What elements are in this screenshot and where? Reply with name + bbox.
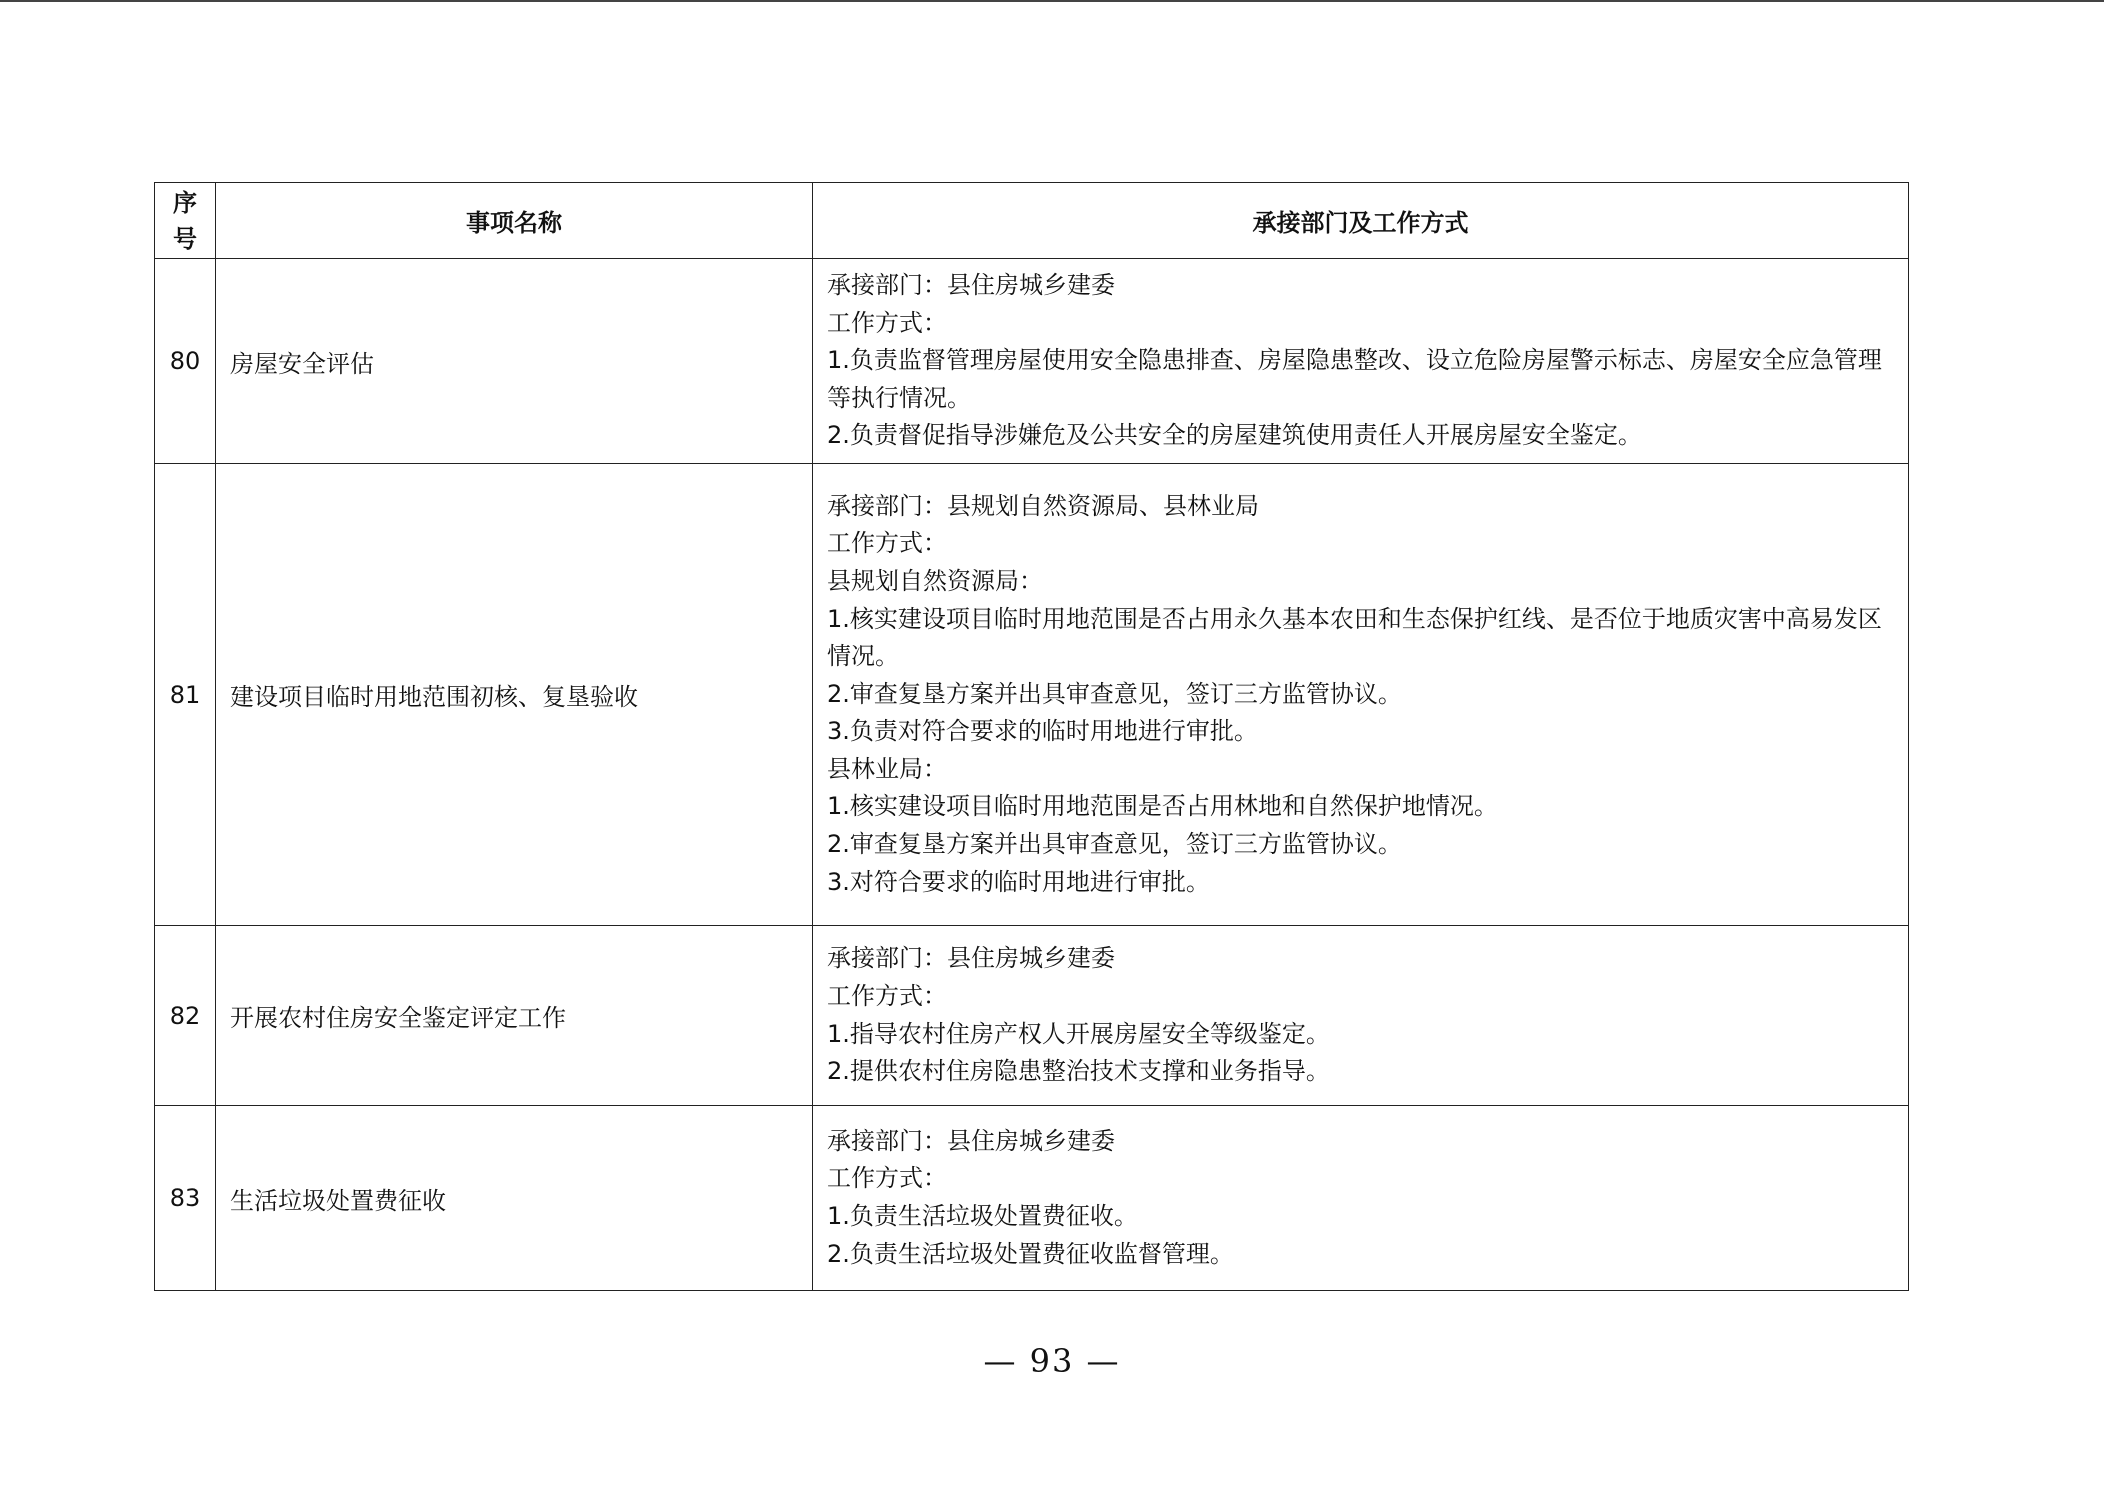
- matters-table: [154, 182, 1909, 1291]
- page-number: — 93 —: [983, 1342, 1121, 1380]
- row-number: 80: [155, 259, 216, 464]
- table-header-row: [155, 183, 1909, 259]
- method-line: 县规划自然资源局：: [827, 566, 1043, 595]
- method-line: 2.负责生活垃圾处置费征收监督管理。: [827, 1239, 1234, 1268]
- method-line: 1.负责生活垃圾处置费征收。: [827, 1202, 1138, 1230]
- header-item-name: 事项名称: [216, 183, 813, 259]
- method-line: 1.负责监督管理房屋使用安全隐患排查、房屋隐患整改、设立危险房屋警示标志、房屋安全应急管理等执行情况。: [827, 346, 1882, 412]
- method-line: 2.审查复垦方案并出具审查意见，签订三方监管协议。: [827, 830, 1402, 859]
- header-serial-line-1: 序: [173, 188, 197, 217]
- row-department-method: [813, 1106, 1909, 1291]
- row-item-name: 建设项目临时用地范围初核、复垦验收: [216, 464, 813, 926]
- row-department-method: [813, 464, 1909, 926]
- table-row: [155, 464, 1909, 926]
- method-line: 承接部门：县住房城乡建委: [827, 944, 1115, 973]
- method-line: 1.核实建设项目临时用地范围是否占用永久基本农田和生态保护红线、是否位于地质灾害中高易发区情况。: [827, 604, 1882, 671]
- row-number: 82: [155, 926, 216, 1106]
- row-department-method: [813, 926, 1909, 1106]
- method-line: 工作方式：: [827, 529, 947, 558]
- table-row: [155, 926, 1909, 1106]
- row-number: 81: [155, 464, 216, 926]
- row-item-name: 房屋安全评估: [216, 259, 813, 464]
- method-line: 工作方式：: [827, 1164, 947, 1193]
- method-line: 工作方式：: [827, 981, 947, 1010]
- method-line: 2.提供农村住房隐患整治技术支撑和业务指导。: [827, 1057, 1330, 1086]
- header-department-and-method: 承接部门及工作方式: [813, 183, 1909, 259]
- table-row: [155, 259, 1909, 464]
- row-department-method: [813, 259, 1909, 464]
- row-item-name: 生活垃圾处置费征收: [216, 1106, 813, 1291]
- method-line: 1.指导农村住房产权人开展房屋安全等级鉴定。: [827, 1019, 1330, 1048]
- method-line: 2.负责督促指导涉嫌危及公共安全的房屋建筑使用责任人开展房屋安全鉴定。: [827, 421, 1642, 450]
- method-line: 3.对符合要求的临时用地进行审批。: [827, 867, 1210, 896]
- method-line: 承接部门：县住房城乡建委: [827, 1126, 1115, 1155]
- table-row: [155, 1106, 1909, 1291]
- method-line: 1.核实建设项目临时用地范围是否占用林地和自然保护地情况。: [827, 792, 1498, 821]
- method-line: 承接部门：县规划自然资源局、县林业局: [827, 491, 1259, 520]
- method-line: 2.审查复垦方案并出具审查意见，签订三方监管协议。: [827, 679, 1402, 708]
- method-line: 县林业局：: [827, 754, 947, 783]
- method-line: 承接部门：县住房城乡建委: [827, 271, 1115, 300]
- header-serial-number: [155, 183, 216, 259]
- row-item-name: 开展农村住房安全鉴定评定工作: [216, 926, 813, 1106]
- header-serial-line-2: 号: [173, 224, 197, 253]
- row-number: 83: [155, 1106, 216, 1291]
- method-line: 工作方式：: [827, 308, 947, 337]
- method-line: 3.负责对符合要求的临时用地进行审批。: [827, 717, 1258, 746]
